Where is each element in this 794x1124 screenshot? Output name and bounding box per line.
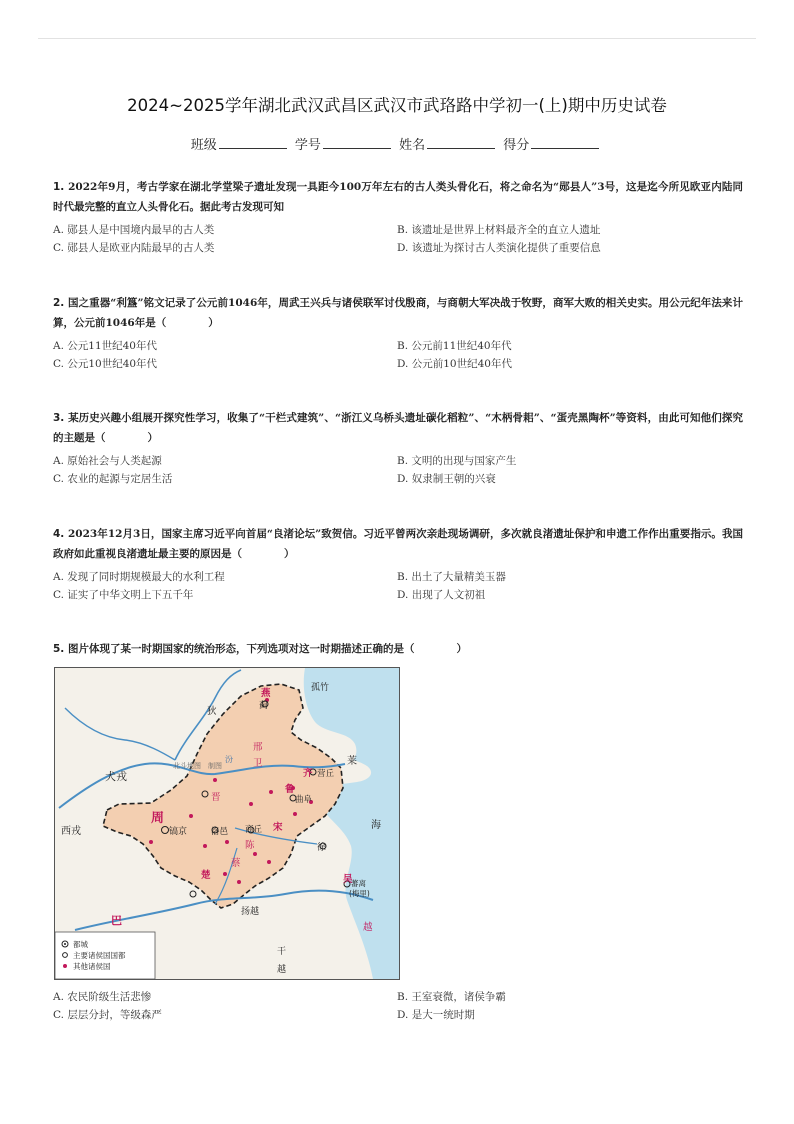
option-c[interactable]: C. 公元10世纪40年代 bbox=[53, 358, 158, 370]
label-meili: 蕃离 bbox=[351, 879, 366, 888]
label-wei: 卫 bbox=[253, 758, 263, 769]
option-d[interactable]: D. 公元前10世纪40年代 bbox=[397, 358, 512, 370]
class-label: 班级 bbox=[190, 138, 217, 153]
score-blank[interactable] bbox=[531, 136, 599, 149]
label-quanrong: 犬戎 bbox=[105, 770, 127, 783]
class-blank[interactable] bbox=[219, 136, 287, 149]
option-a[interactable]: A. 农民阶级生活悲惨 bbox=[53, 991, 152, 1003]
option-c[interactable]: C. 层层分封，等级森严 bbox=[53, 1009, 162, 1021]
label-di: 狄 bbox=[207, 706, 217, 717]
options bbox=[53, 568, 743, 604]
question-stem: 3. 某历史兴趣小组展开探究性学习，收集了“干栏式建筑”、“浙江义乌桥头遗址碳化稻粒”、“木柄骨耜”、“蛋壳黑陶杯”等资料，由此可知他们探究的主题是（ ） bbox=[53, 412, 743, 444]
label-chen: 陈 bbox=[245, 840, 255, 851]
options bbox=[53, 221, 743, 257]
header-divider bbox=[38, 38, 756, 39]
question-stem: 4. 2023年12月3日，国家主席习近平向首届“良渚论坛”致贺信。习近平曾两次亲赴现场调研，多次就良渚遗址保护和申遗工作作出重要指示。我国政府如此重视良渚遗址最主要的原因是（ ） bbox=[53, 528, 744, 560]
label-fen: 汾 bbox=[225, 755, 233, 764]
name-blank[interactable] bbox=[427, 136, 495, 149]
option-d[interactable]: D. 该遗址为探讨古人类演化提供了重要信息 bbox=[397, 242, 601, 254]
score-label: 得分 bbox=[503, 138, 530, 153]
question-4 bbox=[53, 524, 743, 604]
option-a[interactable]: A. 发现了同时期规模最大的水利工程 bbox=[53, 571, 225, 583]
option-b[interactable]: B. 出土了大量精美玉器 bbox=[397, 571, 506, 583]
label-yue2: 越 bbox=[277, 965, 287, 975]
label-qi: 齐 bbox=[303, 768, 313, 779]
label-yingqiu: 营丘 bbox=[317, 769, 335, 779]
map-legend bbox=[55, 932, 155, 979]
option-b[interactable]: B. 王室衰微，诸侯争霸 bbox=[397, 991, 506, 1003]
label-gan: 干 bbox=[277, 947, 287, 957]
option-d[interactable]: D. 奴隶制王朝的兴衰 bbox=[397, 473, 496, 485]
question-stem: 2. 国之重器“利簋”铭文记录了公元前1046年，周武王兴兵与诸侯联军讨伐殷商，与商朝大军决战于牧野，商军大败的相关史实。用公元纪年法来计算，公元前1046年是（ ） bbox=[53, 297, 743, 329]
question-5 bbox=[53, 639, 743, 659]
question-2 bbox=[53, 293, 743, 373]
label-chu: 楚 bbox=[201, 870, 211, 881]
option-c[interactable]: C. 郧县人是欧亚内陆最早的古人类 bbox=[53, 242, 215, 254]
name-label: 姓名 bbox=[399, 138, 426, 153]
options bbox=[53, 337, 743, 373]
options bbox=[53, 988, 743, 1024]
option-b[interactable]: B. 公元前11世纪40年代 bbox=[397, 340, 512, 352]
label-xirong: 西戎 bbox=[61, 826, 81, 837]
question-1 bbox=[53, 177, 743, 257]
label-song: 宋 bbox=[273, 822, 283, 833]
label-yan: 燕 bbox=[261, 688, 271, 699]
option-a[interactable]: A. 原始社会与人类起源 bbox=[53, 455, 162, 467]
question-5-options bbox=[53, 988, 743, 1024]
label-ba: 巴 bbox=[111, 914, 122, 927]
label-jin: 晋 bbox=[211, 792, 221, 803]
student-info-line bbox=[0, 134, 794, 153]
option-d[interactable]: D. 出现了人文初祖 bbox=[397, 589, 486, 601]
map-watermark: 北斗地图 制图 bbox=[173, 762, 222, 770]
option-a[interactable]: A. 郧县人是中国境内最早的古人类 bbox=[53, 224, 215, 236]
label-meili2: (梅里) bbox=[349, 889, 370, 898]
label-qufu: 曲阜 bbox=[295, 795, 313, 805]
option-c[interactable]: C. 农业的起源与定居生活 bbox=[53, 473, 173, 485]
legend-capital: 都城 bbox=[73, 940, 88, 949]
question-3 bbox=[53, 408, 743, 488]
label-shangqiu: 商丘 bbox=[245, 825, 263, 835]
options bbox=[53, 452, 743, 488]
sea-area bbox=[304, 668, 399, 979]
legend-other-state: 其他诸侯国 bbox=[73, 962, 111, 971]
option-d[interactable]: D. 是大一统时期 bbox=[397, 1009, 475, 1021]
question-stem: 1. 2022年9月，考古学家在湖北学堂梁子遗址发现一具距今100万年左右的古人类头骨化石，将之命名为“郧县人”3号，这是迄今所见欧亚内陆同时代最完整的直立人头骨化石。据此考古发现可知 bbox=[53, 181, 743, 213]
label-lai: 莱 bbox=[347, 756, 357, 767]
exam-title: 2024~2025学年湖北武汉武昌区武汉市武珞路中学初一(上)期中历史试卷 bbox=[127, 96, 667, 115]
label-ji: 蓟 bbox=[259, 701, 269, 711]
question-stem: 5. 图片体现了某一时期国家的统治形态，下列选项对这一时期描述正确的是（ ） bbox=[53, 643, 467, 655]
river-west bbox=[65, 708, 175, 760]
legend-main-state: 主要诸侯国国都 bbox=[73, 951, 126, 960]
label-wu: 吴 bbox=[343, 874, 353, 885]
label-guzhu: 孤竹 bbox=[311, 683, 330, 693]
label-xu: 徐 bbox=[317, 843, 327, 853]
number-label: 学号 bbox=[294, 138, 321, 153]
label-cai: 蔡 bbox=[231, 858, 241, 869]
option-b[interactable]: B. 该遗址是世界上材料最齐全的直立人遗址 bbox=[397, 224, 601, 236]
label-yue: 越 bbox=[363, 922, 373, 933]
western-zhou-map bbox=[54, 667, 400, 980]
option-c[interactable]: C. 证实了中华文明上下五千年 bbox=[53, 589, 194, 601]
label-yangyue: 扬越 bbox=[241, 907, 260, 917]
option-a[interactable]: A. 公元11世纪40年代 bbox=[53, 340, 157, 352]
label-sea: 海 bbox=[371, 820, 381, 831]
option-b[interactable]: B. 文明的出现与国家产生 bbox=[397, 455, 517, 467]
number-blank[interactable] bbox=[323, 136, 391, 149]
label-luoyi: 洛邑 bbox=[211, 827, 229, 837]
label-zhou: 周 bbox=[151, 811, 165, 826]
label-lu: 鲁 bbox=[285, 784, 295, 795]
label-haojing: 镐京 bbox=[169, 827, 188, 837]
label-xing: 邢 bbox=[253, 742, 263, 753]
